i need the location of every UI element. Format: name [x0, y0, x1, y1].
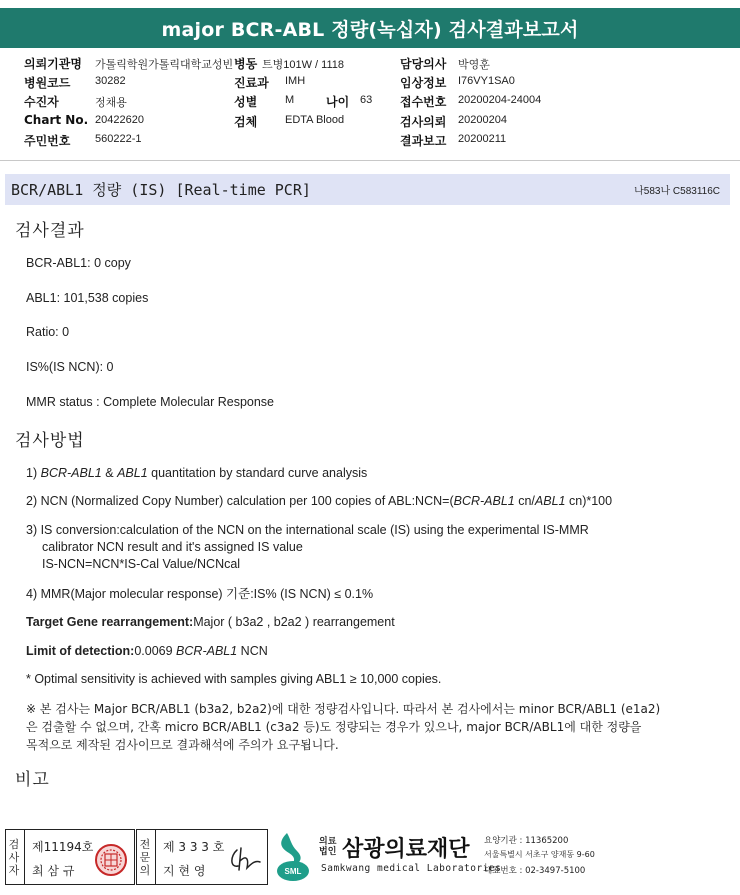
method-step-1	[26, 465, 367, 482]
step-number: 1)	[26, 466, 38, 480]
org-small-2: 법인	[319, 847, 337, 857]
doctor-value: 박영훈	[458, 59, 490, 71]
org-small	[319, 837, 336, 857]
clinical-value: I76VY1SA0	[458, 75, 515, 87]
collector-value: 정채용	[95, 97, 127, 109]
contact-code: 요양기관 : 11365200	[484, 836, 569, 846]
step-text: cn)*100	[569, 494, 613, 508]
test-code: 나583나 C583116C	[634, 186, 720, 197]
gene-bcr-abl1: BCR-ABL1	[453, 494, 515, 508]
tester-name: 최 삼 규	[32, 864, 75, 878]
lod-unit: NCN	[240, 644, 268, 658]
org-small-1: 의료	[319, 837, 337, 847]
doctor-label: 담당의사	[400, 57, 447, 71]
tester-license: 제11194호	[32, 840, 94, 854]
divider	[0, 160, 740, 161]
specialist-vlabel	[139, 838, 153, 877]
lod-value: 0.0069	[134, 644, 173, 658]
dept-value: IMH	[285, 75, 306, 87]
contact-address: 서울특별시 서초구 양재동 9-60	[484, 850, 595, 859]
report-title: major BCR-ABL 정량(녹십자) 검사결과보고서	[0, 8, 740, 48]
results-heading: 검사결과	[15, 221, 85, 241]
method-step-2	[26, 493, 612, 510]
footer	[5, 829, 733, 887]
step-text: cn/	[518, 494, 535, 508]
logo-mark-text: SML	[284, 867, 302, 876]
gene-bcr-abl1: BCR-ABL1	[40, 466, 102, 480]
ward-value: 트병101W / 1118	[262, 59, 344, 71]
gene-abl1: ABL1	[534, 494, 566, 508]
target-gene	[26, 614, 395, 631]
optimal-note: * Optimal sensitivity is achieved with samples giving ABL1 ≥ 10,000 copies.	[26, 672, 442, 686]
tester-vlabel	[8, 838, 22, 877]
gene-abl1: ABL1	[117, 466, 148, 480]
sex-label: 성별	[234, 95, 258, 109]
note-line: 목적으로 제작된 검사이므로 결과해석에 주의가 요구됩니다.	[26, 738, 339, 752]
vlabel-text: 검사자	[8, 838, 20, 877]
note-line: 은 검출할 수 없으며, 간혹 micro BCR/ABL1 (c3a2 등)도 정량되는 경우가 있으나, major BCR/ABL1에 대한 정량을	[26, 720, 642, 734]
test-name: BCR/ABL1 정량 (IS) [Real-time PCR]	[11, 181, 311, 199]
specialist-license: 제 3 3 3 호	[163, 840, 225, 854]
age-value: 63	[360, 94, 373, 106]
step-text: 2) NCN (Normalized Copy Number) calculation per 100 copies of ABL:NCN=(	[26, 494, 454, 508]
gene-bcr-abl1: BCR-ABL1	[176, 644, 238, 658]
result-line: MMR status : Complete Molecular Response	[26, 395, 275, 409]
lod-label: Limit of detection:	[26, 644, 135, 658]
tester-box	[5, 829, 135, 885]
specimen-value: EDTA Blood	[285, 114, 345, 126]
resident-label: 주민번호	[24, 134, 71, 148]
report-date-value: 20200211	[458, 133, 507, 145]
org-name: 삼광의료재단	[342, 837, 470, 862]
receipt-label: 접수번호	[400, 95, 447, 109]
result-line: BCR-ABL1: 0 copy	[26, 256, 131, 270]
result-line: IS%(IS NCN): 0	[26, 360, 114, 374]
ward-label: 병동	[234, 57, 258, 71]
step-text: IS-NCN=NCN*IS-Cal Value/NCNcal	[42, 557, 241, 571]
dept-label: 진료과	[234, 76, 269, 90]
step-text: calibrator NCN result and it's assigned IS value	[42, 540, 303, 554]
seal-stamp-icon	[94, 843, 128, 877]
specialist-name: 지 현 영	[163, 864, 206, 878]
report-date-label: 결과보고	[400, 134, 447, 148]
institution-label: 의뢰기관명	[24, 57, 82, 71]
vlabel-text: 전문의	[139, 838, 151, 877]
remarks-heading: 비고	[15, 770, 50, 790]
clinical-label: 임상정보	[400, 76, 447, 90]
contact-phone: 대표번호 : 02-3497-5100	[484, 866, 586, 876]
test-header	[5, 174, 730, 205]
result-line: ABL1: 101,538 copies	[26, 291, 149, 305]
method-heading: 검사방법	[15, 431, 85, 451]
age-label: 나이	[326, 95, 350, 109]
method-step-4: 4) MMR(Major molecular response) 기준:IS% (IS NCN) ≤ 0.1%	[26, 587, 374, 601]
step-text: 3) IS conversion:calculation of the NCN on the international scale (IS) using the experimental IS-MMR	[26, 523, 589, 537]
step-text: quantitation by standard curve analysis	[151, 466, 368, 480]
request-label: 검사의뢰	[400, 115, 447, 129]
chart-value: 20422620	[95, 114, 144, 126]
specialist-box	[136, 829, 268, 885]
sex-value: M	[285, 94, 295, 106]
limit-of-detection	[26, 643, 268, 660]
sml-logo-icon	[273, 831, 317, 883]
receipt-value: 20200204-24004	[458, 94, 542, 106]
divider	[155, 830, 156, 884]
amp: &	[105, 466, 114, 480]
result-line: Ratio: 0	[26, 325, 70, 339]
chart-label: Chart No.	[24, 113, 89, 127]
org-english: Samkwang medical Laboratories	[321, 863, 502, 874]
resident-value: 560222-1	[95, 133, 142, 145]
divider	[24, 830, 25, 884]
target-gene-label: Target Gene rearrangement:	[26, 615, 194, 629]
target-gene-value: Major ( b3a2 , b2a2 ) rearrangement	[193, 615, 395, 629]
specimen-label: 검체	[234, 115, 258, 129]
institution-value: 가톨릭학원가톨릭대학교성빈	[95, 59, 234, 71]
collector-label: 수진자	[24, 95, 59, 109]
method-step-3	[26, 522, 589, 573]
caution-note	[26, 700, 660, 754]
request-value: 20200204	[458, 114, 507, 126]
note-line: ※ 본 검사는 Major BCR/ABL1 (b3a2, b2a2)에 대한 정량검사입니다. 따라서 본 검사에서는 minor BCR/ABL1 (e1a2)	[26, 702, 661, 716]
hospcode-value: 30282	[95, 75, 126, 87]
signature-icon	[227, 844, 263, 874]
hospcode-label: 병원코드	[24, 76, 71, 90]
